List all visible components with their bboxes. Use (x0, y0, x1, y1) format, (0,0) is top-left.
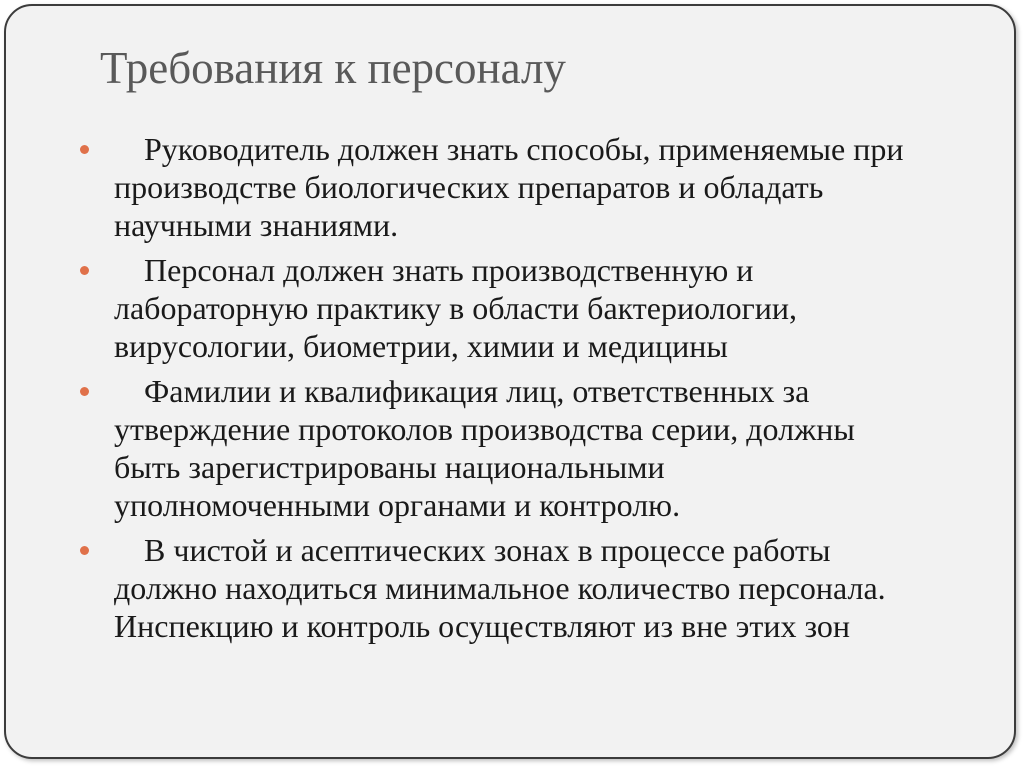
bullet-dot-icon (80, 145, 89, 154)
bullet-text-line: Фамилии и квалификация лиц, ответственных за (144, 373, 810, 409)
bullet-text-line: научными знаниями. (114, 207, 399, 243)
bullet-text-line: вирусологии, биометрии, химии и медицины (114, 328, 728, 364)
bullet-text-line: В чистой и асептических зонах в процессе работы (144, 532, 831, 568)
bullet-text-line: уполномоченными органами и контролю. (114, 487, 681, 523)
bullet-item (80, 531, 980, 645)
bullet-text-line: должно находиться минимальное количество персонала. (114, 570, 886, 606)
bullet-text-line: Персонал должен знать производственную и (144, 252, 754, 288)
bullet-text-line: Руководитель должен знать способы, применяемые при (144, 131, 904, 167)
bullet-dot-icon (80, 546, 89, 555)
slide-title: Требования к персоналу (100, 43, 566, 93)
bullet-dot-icon (80, 266, 89, 275)
bullet-text-line: Инспекцию и контроль осуществляют из вне этих зон (114, 608, 851, 644)
bullet-text-line: утверждение протоколов производства серии, должны (114, 411, 855, 447)
slide (4, 4, 1016, 759)
bullet-dot-icon (80, 387, 89, 396)
bullet-item (80, 130, 980, 244)
bullet-text-line: быть зарегистрированы национальными (114, 449, 665, 485)
bullet-item (80, 251, 980, 365)
bullet-text-line: лабораторную практику в области бактериологии, (114, 290, 797, 326)
bullet-text-line: производстве биологических препаратов и обладать (114, 169, 824, 205)
bullet-list (80, 130, 980, 652)
bullet-item (80, 372, 980, 524)
